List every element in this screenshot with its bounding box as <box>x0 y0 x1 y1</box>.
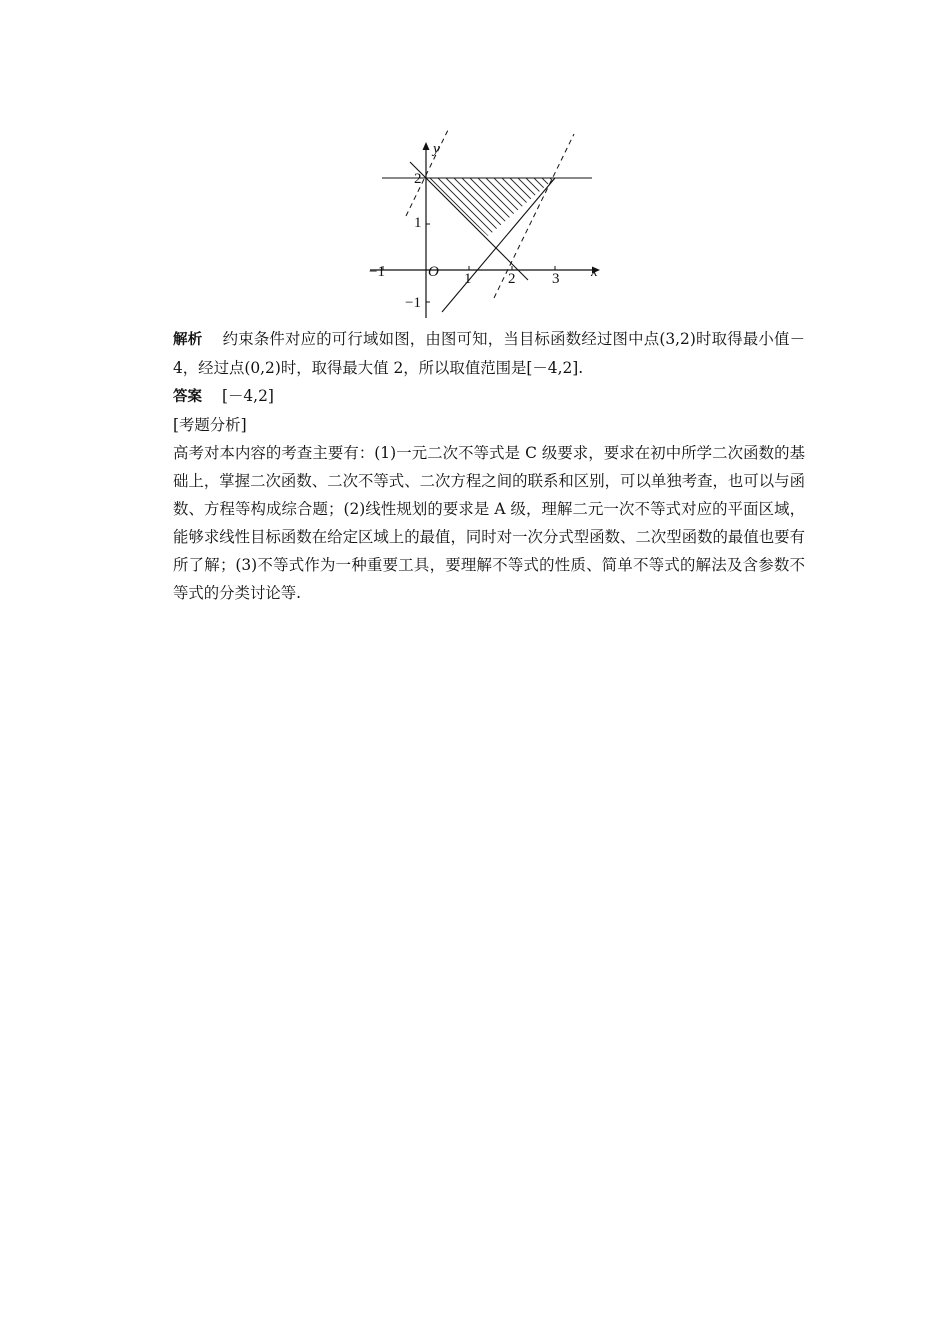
analysis-paragraph <box>173 325 805 382</box>
analysis-text: 约束条件对应的可行域如图，由图可知，当目标函数经过图中点(3,2)时取得最小值－4，经过点(0,2)时，取得最大值 2，所以取值范围是[－4,2]. <box>173 330 805 377</box>
y-tick-2: 2 <box>414 171 422 187</box>
x-axis-label: x <box>591 264 598 280</box>
answer-text: [－4,2] <box>222 387 274 405</box>
y-tick-1: 1 <box>414 215 422 231</box>
dashed-objective-line-right <box>494 134 574 298</box>
line-x-plus-y-equals-2 <box>410 162 528 280</box>
analysis-label: 解析 <box>173 332 203 348</box>
x-tick-3: 3 <box>552 271 560 287</box>
origin-label: O <box>428 264 439 280</box>
solution-text-block <box>173 325 805 607</box>
section-paragraph: 高考对本内容的考查主要有：(1)一元二次不等式是 C 级要求，要求在初中所学二次函数的基础上，掌握二次函数、二次不等式、二次方程之间的联系和区别，可以单独考查，也可以与函数、方程等构成综合题；(2)线性规划的要求是 A 级，理解二元一次不等式对应的平面区域，能够求线性目标函数在给定区域上的最值，同时对一次分式型函数、二次型函数的最值也要有所了解；(3)不等式作为一种重要工具，要理解不等式的性质、简单不等式的解法及含参数不等式的分类讨论等. <box>173 444 805 602</box>
y-axis-label: y <box>433 141 440 157</box>
x-tick-minus-1: −1 <box>369 264 385 280</box>
answer-paragraph <box>173 382 805 411</box>
section-title: [考题分析] <box>173 416 247 434</box>
coordinate-plot <box>366 126 606 322</box>
feasible-region-figure <box>366 126 606 322</box>
x-tick-1: 1 <box>464 271 472 287</box>
y-tick-minus-1: −1 <box>405 295 421 311</box>
y-axis-arrow <box>423 142 430 150</box>
x-tick-2: 2 <box>508 271 516 287</box>
dashed-objective-line-left <box>406 130 448 216</box>
answer-label: 答案 <box>173 389 202 405</box>
feasible-region-hatching <box>406 178 606 238</box>
